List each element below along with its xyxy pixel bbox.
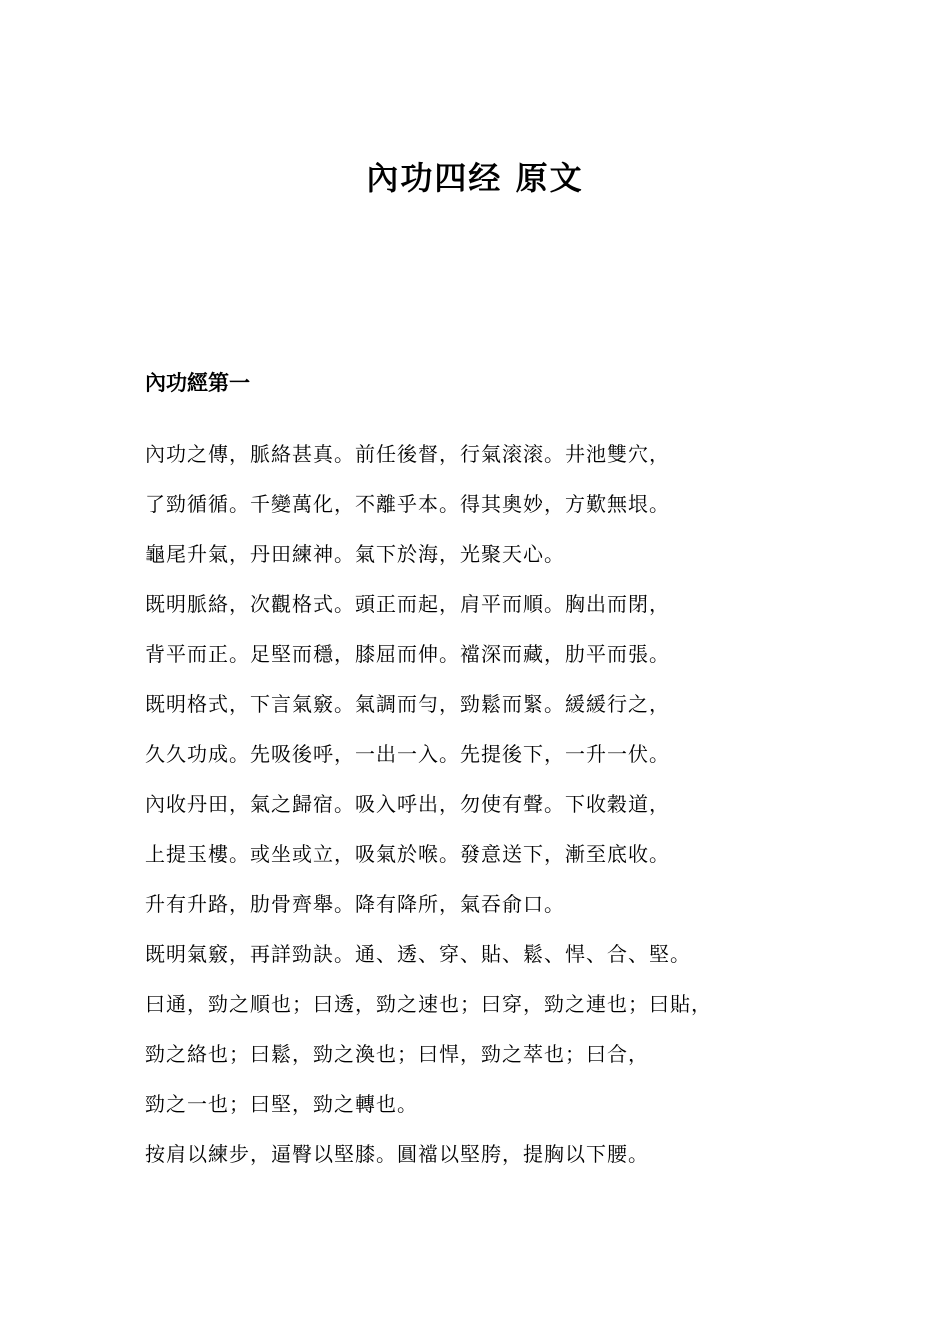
text-line: 既明氣竅，再詳勁訣。通、透、穿、貼、鬆、悍、合、堅。 — [145, 942, 691, 966]
text-line: 既明格式，下言氣竅。氣調而勻，勁鬆而緊。緩緩行之， — [145, 692, 670, 716]
body-text — [145, 437, 845, 1187]
text-line: 內收丹田，氣之歸宿。吸入呼出，勿使有聲。下收穀道， — [145, 792, 670, 816]
text-line: 升有升路，肋骨齊舉。降有降所，氣吞俞口。 — [145, 892, 565, 916]
page-title: 內功四经 原文 — [366, 159, 584, 197]
section-heading: 內功經第一 — [145, 370, 250, 395]
text-line: 久久功成。先吸後呼，一出一入。先提後下，一升一伏。 — [145, 742, 670, 766]
text-line: 龜尾升氣，丹田練神。氣下於海，光聚天心。 — [145, 542, 565, 566]
text-line: 內功之傳，脈絡甚真。前任後督，行氣滚滚。井池雙穴， — [145, 442, 670, 466]
text-line: 上提玉樓。或坐或立，吸氣於喉。發意送下，漸至底收。 — [145, 842, 670, 866]
text-line: 曰通，勁之順也；曰透，勁之速也；曰穿，勁之連也；曰貼， — [145, 992, 712, 1016]
text-line: 既明脈絡，次觀格式。頭正而起，肩平而順。胸出而閉， — [145, 592, 670, 616]
text-line: 勁之絡也；曰鬆，勁之渙也；曰悍，勁之萃也；曰合， — [145, 1042, 649, 1066]
text-line: 背平而正。足堅而穩，膝屈而伸。襠深而藏，肋平而張。 — [145, 642, 670, 666]
text-line: 按肩以練步，逼臀以堅膝。圓襠以堅胯，提胸以下腰。 — [145, 1142, 649, 1166]
text-line: 勁之一也；曰堅，勁之轉也。 — [145, 1092, 418, 1116]
text-line: 了勁循循。千變萬化，不離乎本。得其奧妙，方歎無垠。 — [145, 492, 670, 516]
